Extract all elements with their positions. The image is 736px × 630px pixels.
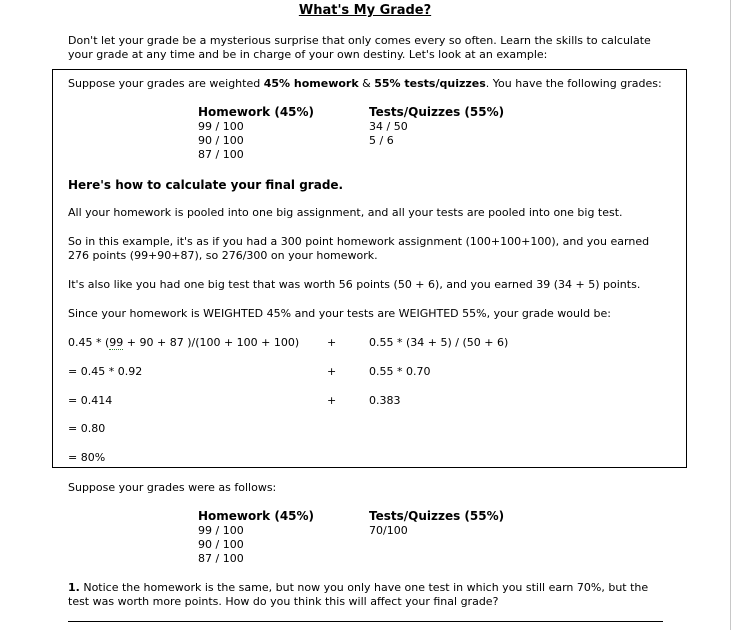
- calc-row3-right: 0.383: [369, 394, 401, 407]
- weights-tests: 55% tests/quizzes: [374, 77, 486, 90]
- question-text: Notice the homework is the same, but now you only have one test in which you still earn 70%, but the test was worth more points. How do you think this will affect your final grade?: [68, 581, 649, 608]
- homework-header: Homework (45%): [198, 105, 315, 119]
- calc-row1-left-c: + 90 + 87 )/(100 + 100 + 100): [123, 336, 300, 349]
- calc-row1-right: 0.55 * (34 + 5) / (50 + 6): [369, 336, 509, 349]
- tests-header: Tests/Quizzes (55%): [369, 105, 505, 119]
- test-score: 34 / 50: [369, 120, 408, 133]
- how-heading: Here's how to calculate your final grade.: [68, 178, 344, 192]
- homework-score: 90 / 100: [198, 134, 244, 147]
- test-score: 70/100: [369, 524, 408, 537]
- question-1: [68, 581, 658, 609]
- homework-assignment-text: So in this example, it's as if you had a 300 point homework assignment (100+100+100), and you earned 276 points (99+90+87), so 276/300 on your homework.: [68, 235, 650, 262]
- answer-line[interactable]: [68, 621, 663, 622]
- weighted-text: Since your homework is WEIGHTED 45% and your tests are WEIGHTED 55%, your grade would be:: [68, 307, 612, 320]
- weights-homework: 45% homework: [263, 77, 359, 90]
- homework-score: 99 / 100: [198, 524, 244, 537]
- plus-sign: +: [327, 336, 337, 349]
- second-intro: Suppose your grades were as follows:: [68, 481, 277, 494]
- weights-prefix: Suppose your grades are weighted: [68, 77, 264, 90]
- page-right-edge: [730, 0, 731, 630]
- homework-score: 90 / 100: [198, 538, 244, 551]
- intro-paragraph: Don't let your grade be a mysterious surprise that only comes every so often. Learn the skills to calculate your grade at any time and be in charge of your own destiny. Let's look at an example:: [68, 34, 651, 61]
- homework-score: 87 / 100: [198, 148, 244, 161]
- calc-row1-left-b: 99: [109, 336, 124, 349]
- calc-row2-left: = 0.45 * 0.92: [68, 365, 143, 378]
- homework-score: 99 / 100: [198, 120, 244, 133]
- page-title: What's My Grade?: [298, 3, 432, 18]
- calc-row1-left: [68, 336, 299, 350]
- weights-suffix: . You have the following grades:: [485, 77, 662, 90]
- calc-row4: = 0.80: [68, 422, 106, 435]
- test-score: 5 / 6: [369, 134, 394, 147]
- homework-header: Homework (45%): [198, 509, 315, 523]
- tests-header: Tests/Quizzes (55%): [369, 509, 505, 523]
- question-number: 1.: [68, 581, 80, 594]
- calc-row2-right: 0.55 * 0.70: [369, 365, 431, 378]
- pooled-text: All your homework is pooled into one big assignment, and all your tests are pooled into one big test.: [68, 206, 623, 219]
- calc-row1-left-a: 0.45 * (: [68, 336, 110, 349]
- plus-sign: +: [327, 394, 337, 407]
- calc-row5: = 80%: [68, 451, 106, 464]
- weights-and: &: [358, 77, 375, 90]
- calc-row3-left: = 0.414: [68, 394, 113, 407]
- plus-sign: +: [327, 365, 337, 378]
- test-assignment-text: It's also like you had one big test that was worth 56 points (50 + 6), and you earned 39 (34 + 5) points.: [68, 278, 641, 291]
- weights-sentence: [68, 77, 662, 91]
- homework-score: 87 / 100: [198, 552, 244, 565]
